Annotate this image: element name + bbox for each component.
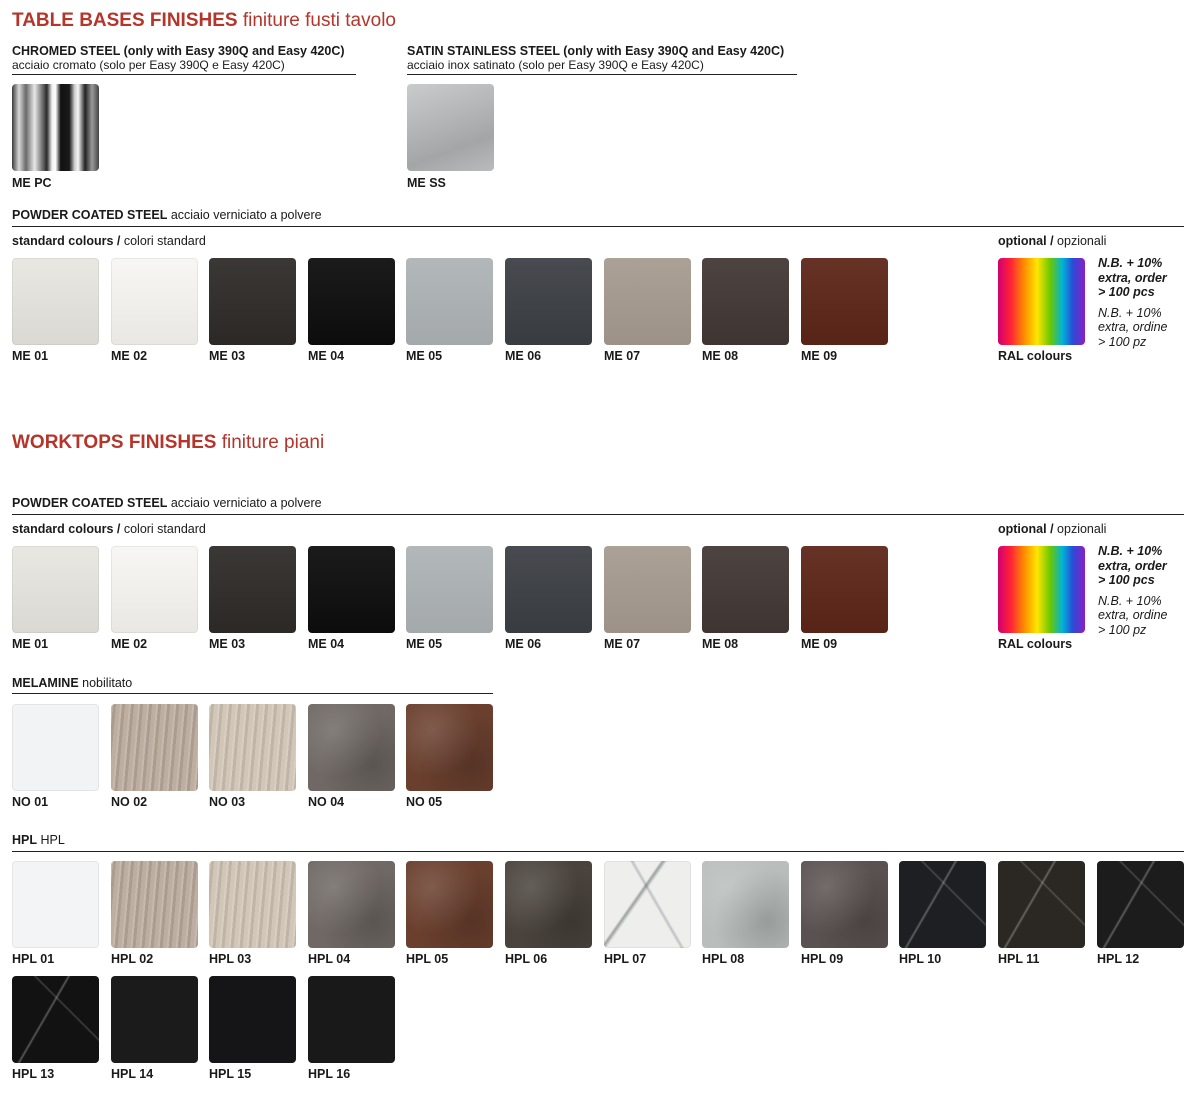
swatch-label: ME 05 <box>406 637 443 651</box>
hpl-title <box>12 833 65 847</box>
bases-swatch-me-08[interactable] <box>702 258 789 345</box>
powder-subtitle-text: acciaio verniciato a polvere <box>170 208 322 222</box>
swatch-label: ME 06 <box>505 637 542 651</box>
hpl-swatch-hpl-12[interactable] <box>1097 861 1184 948</box>
worktops-swatch-me-05[interactable] <box>406 546 493 633</box>
standard-it: colori standard <box>123 234 206 248</box>
melamine-swatch-no-05[interactable] <box>406 704 493 791</box>
hpl-swatch-hpl-14[interactable] <box>111 976 198 1063</box>
note-line: extra, ordine <box>1098 320 1168 334</box>
powder-title-text: POWDER COATED STEEL <box>12 208 168 222</box>
swatch-label: HPL 12 <box>1097 952 1140 966</box>
swatch-label: ME 04 <box>308 637 345 651</box>
swatch-label: HPL 13 <box>12 1067 55 1081</box>
hpl-swatch-hpl-08[interactable] <box>702 861 789 948</box>
bases-optional-label <box>998 234 1106 248</box>
bases-swatch-me-07[interactable] <box>604 258 691 345</box>
optional-en: optional / <box>998 522 1054 536</box>
optional-it: opzionali <box>1057 522 1107 536</box>
hpl-swatch-hpl-02[interactable] <box>111 861 198 948</box>
swatch-label: HPL 11 <box>998 952 1040 966</box>
worktops-swatch-me-02[interactable] <box>111 546 198 633</box>
note-line: extra, order <box>1098 270 1167 285</box>
note-line: extra, ordine <box>1098 608 1168 622</box>
swatch-label: HPL 09 <box>801 952 844 966</box>
swatch-label: ME 08 <box>702 349 739 363</box>
melamine-title <box>12 676 132 690</box>
heading-en: TABLE BASES FINISHES <box>12 10 238 31</box>
standard-it: colori standard <box>123 522 206 536</box>
swatch-label: ME SS <box>407 176 446 190</box>
worktops-ral-note <box>1098 544 1167 637</box>
swatch-label: HPL 01 <box>12 952 55 966</box>
satin-steel-title <box>407 44 784 58</box>
swatch-label: ME 01 <box>12 637 49 651</box>
hpl-title-text: HPL <box>12 833 37 847</box>
chromed-steel-subtitle: acciaio cromato (solo per Easy 390Q e Easy 420C) <box>12 58 285 72</box>
satin-title-text: SATIN STAINLESS STEEL (only with Easy 390Q and Easy 420C) <box>407 44 785 58</box>
note-line: > 100 pcs <box>1098 285 1155 299</box>
hpl-swatch-hpl-11[interactable] <box>998 861 1085 948</box>
swatch-label: HPL 08 <box>702 952 745 966</box>
satin-divider <box>407 74 797 75</box>
worktops-swatch-me-07[interactable] <box>604 546 691 633</box>
hpl-swatch-hpl-03[interactable] <box>209 861 296 948</box>
hpl-swatch-hpl-07[interactable] <box>604 861 691 948</box>
note-line: N.B. + 10% <box>1098 593 1162 608</box>
note-line: N.B. + 10% <box>1098 256 1163 270</box>
swatch-label: ME 06 <box>505 349 542 363</box>
swatch-label: HPL 02 <box>111 952 154 966</box>
swatch-me-ss[interactable] <box>407 84 494 171</box>
optional-en: optional / <box>998 234 1054 248</box>
chromed-steel-title <box>12 44 345 58</box>
swatch-label: HPL 06 <box>505 952 548 966</box>
melamine-swatch-no-04[interactable] <box>308 704 395 791</box>
bases-swatch-me-04[interactable] <box>308 258 395 345</box>
swatch-label: ME PC <box>12 176 52 190</box>
melamine-divider <box>12 693 493 694</box>
hpl-subtitle-text: HPL <box>40 833 65 847</box>
swatch-label: ME 01 <box>12 349 49 363</box>
optional-it: opzionali <box>1057 234 1107 248</box>
worktops-swatch-me-03[interactable] <box>209 546 296 633</box>
swatch-label: ME 09 <box>801 349 838 363</box>
swatch-label: HPL 16 <box>308 1067 351 1081</box>
standard-en: standard colours / <box>12 522 121 536</box>
swatch-me-pc[interactable] <box>12 84 99 171</box>
bases-powder-title <box>12 208 322 222</box>
ral-label: RAL colours <box>998 637 1073 651</box>
swatch-label: HPL 03 <box>209 952 252 966</box>
worktops-powder-title <box>12 496 322 510</box>
swatch-label: NO 02 <box>111 795 148 809</box>
worktops-heading <box>12 432 324 454</box>
melamine-swatch-no-01[interactable] <box>12 704 99 791</box>
heading-it: finiture piani <box>221 432 325 453</box>
worktops-powder-divider <box>12 514 1184 515</box>
swatch-label: ME 03 <box>209 349 246 363</box>
bases-swatch-me-02[interactable] <box>111 258 198 345</box>
powder-title-text: POWDER COATED STEEL <box>12 496 168 510</box>
bases-swatch-me-09[interactable] <box>801 258 888 345</box>
swatch-label: ME 09 <box>801 637 838 651</box>
hpl-swatch-hpl-10[interactable] <box>899 861 986 948</box>
worktops-swatch-me-04[interactable] <box>308 546 395 633</box>
powder-subtitle-text: acciaio verniciato a polvere <box>170 496 322 510</box>
bases-ral-note <box>1098 256 1167 349</box>
satin-steel-subtitle: acciaio inox satinato (solo per Easy 390Q e Easy 420C) <box>407 58 704 72</box>
bases-swatch-me-01[interactable] <box>12 258 99 345</box>
worktops-swatch-me-01[interactable] <box>12 546 99 633</box>
swatch-label: ME 05 <box>406 349 443 363</box>
hpl-swatch-hpl-15[interactable] <box>209 976 296 1063</box>
swatch-label: HPL 10 <box>899 952 942 966</box>
swatch-label: ME 04 <box>308 349 345 363</box>
swatch-ral-colours[interactable] <box>998 258 1085 345</box>
melamine-title-text: MELAMINE <box>12 676 79 690</box>
swatch-label: ME 07 <box>604 637 641 651</box>
standard-en: standard colours / <box>12 234 121 248</box>
melamine-swatch-no-02[interactable] <box>111 704 198 791</box>
bases-swatch-me-03[interactable] <box>209 258 296 345</box>
bases-powder-divider <box>12 226 1184 227</box>
worktops-swatch-me-06[interactable] <box>505 546 592 633</box>
hpl-swatch-hpl-13[interactable] <box>12 976 99 1063</box>
hpl-swatch-hpl-01[interactable] <box>12 861 99 948</box>
swatch-label: HPL 07 <box>604 952 647 966</box>
swatch-label: ME 03 <box>209 637 246 651</box>
melamine-subtitle-text: nobilitato <box>82 676 133 690</box>
worktops-standard-colours-label <box>12 522 206 536</box>
swatch-label: HPL 15 <box>209 1067 252 1081</box>
note-line: N.B. + 10% <box>1098 544 1163 558</box>
swatch-ral-colours[interactable] <box>998 546 1085 633</box>
hpl-swatch-hpl-05[interactable] <box>406 861 493 948</box>
hpl-swatch-hpl-16[interactable] <box>308 976 395 1063</box>
hpl-swatch-hpl-04[interactable] <box>308 861 395 948</box>
swatch-label: ME 02 <box>111 349 148 363</box>
swatch-label: ME 07 <box>604 349 641 363</box>
hpl-swatch-hpl-09[interactable] <box>801 861 888 948</box>
chromed-title-text: CHROMED STEEL (only with Easy 390Q and Easy 420C) <box>12 44 345 58</box>
note-line: N.B. + 10% <box>1098 305 1162 320</box>
chromed-divider <box>12 74 356 75</box>
note-line: extra, order <box>1098 558 1167 573</box>
melamine-swatch-no-03[interactable] <box>209 704 296 791</box>
swatch-label: NO 04 <box>308 795 345 809</box>
bases-swatch-me-05[interactable] <box>406 258 493 345</box>
worktops-swatch-me-09[interactable] <box>801 546 888 633</box>
note-line: > 100 pcs <box>1098 573 1155 587</box>
hpl-swatch-hpl-06[interactable] <box>505 861 592 948</box>
ral-label: RAL colours <box>998 349 1073 363</box>
swatch-label: ME 08 <box>702 637 739 651</box>
swatch-label: HPL 05 <box>406 952 449 966</box>
hpl-divider <box>12 851 1184 852</box>
note-line: > 100 pz <box>1098 334 1147 349</box>
worktops-swatch-me-08[interactable] <box>702 546 789 633</box>
heading-it: finiture fusti tavolo <box>242 10 396 31</box>
swatch-label: HPL 04 <box>308 952 351 966</box>
note-line: > 100 pz <box>1098 622 1147 637</box>
swatch-label: NO 05 <box>406 795 443 809</box>
bases-swatch-me-06[interactable] <box>505 258 592 345</box>
swatch-label: NO 03 <box>209 795 246 809</box>
swatch-label: HPL 14 <box>111 1067 154 1081</box>
swatch-label: NO 01 <box>12 795 49 809</box>
table-bases-heading <box>12 10 396 32</box>
worktops-optional-label <box>998 522 1106 536</box>
bases-standard-colours-label <box>12 234 206 248</box>
swatch-label: ME 02 <box>111 637 148 651</box>
heading-en: WORKTOPS FINISHES <box>12 432 217 453</box>
